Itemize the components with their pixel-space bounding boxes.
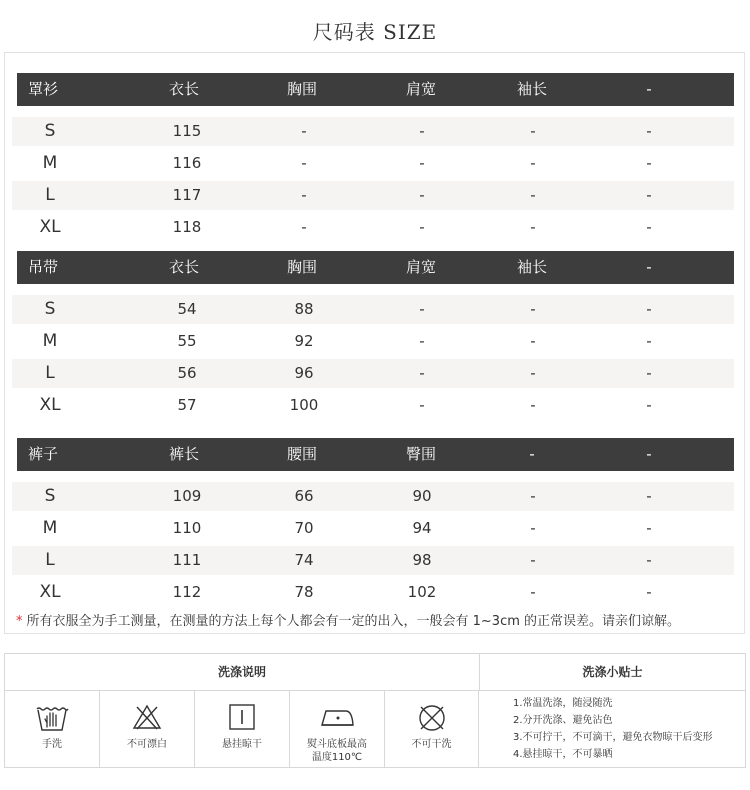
care-heading: 洗涤说明: [217, 665, 266, 679]
table-row: [12, 295, 734, 324]
data-cell: -: [530, 154, 536, 172]
size-cell: S: [44, 486, 56, 506]
care-item-no-bleach: [100, 691, 195, 767]
data-cell: -: [646, 154, 652, 172]
header-cell: 腰围: [286, 445, 317, 463]
data-cell: -: [646, 218, 652, 236]
table-row: [12, 359, 734, 388]
care-item-hand-wash: [5, 691, 100, 767]
header-cell: 罩衫: [28, 80, 59, 98]
data-cell: 74: [294, 551, 314, 569]
table-header: [17, 438, 734, 471]
table-header: [17, 251, 734, 284]
table-row: [12, 327, 734, 356]
care-label: [290, 738, 384, 764]
care-tip: 1.常温洗涤，随浸随洗: [513, 698, 613, 709]
hang-dry-icon: [227, 703, 257, 731]
data-cell: -: [646, 364, 652, 382]
size-cell: S: [44, 121, 56, 141]
care-label: 手洗: [42, 739, 62, 750]
data-cell: -: [646, 519, 652, 537]
data-cell: -: [646, 332, 652, 350]
hand-wash-icon: [35, 703, 69, 733]
data-cell: -: [301, 122, 307, 140]
table-row: [12, 149, 734, 178]
care-label-line: 温度110℃: [311, 752, 363, 763]
care-header: [5, 654, 745, 691]
data-cell: -: [530, 186, 536, 204]
size-cell: XL: [39, 582, 61, 602]
data-cell: 90: [412, 487, 432, 505]
header-cell: -: [646, 258, 652, 276]
care-tips-list: [479, 691, 745, 767]
header-cell: -: [529, 445, 535, 463]
table-row: [12, 213, 734, 242]
table-header: [17, 73, 734, 106]
data-cell: -: [301, 218, 307, 236]
data-cell: -: [646, 300, 652, 318]
data-cell: -: [419, 154, 425, 172]
table-row: [12, 578, 734, 607]
size-cell: M: [42, 153, 58, 173]
header-cell: 肩宽: [405, 258, 436, 276]
iron-110-icon: [318, 703, 356, 731]
data-cell: -: [646, 122, 652, 140]
data-cell: -: [419, 396, 425, 414]
note-star: *: [16, 614, 23, 629]
data-cell: 54: [177, 300, 197, 318]
header-cell: 裤长: [168, 445, 199, 463]
data-cell: 57: [177, 396, 197, 414]
header-cell: 衣长: [168, 80, 199, 98]
care-label: 不可干洗: [411, 739, 452, 750]
data-cell: -: [646, 396, 652, 414]
data-cell: 102: [407, 583, 437, 601]
header-cell: 吊带: [28, 258, 59, 276]
care-panel: [4, 653, 746, 768]
data-cell: -: [530, 396, 536, 414]
care-item-hang-dry: [195, 691, 290, 767]
table-row: [12, 546, 734, 575]
data-cell: 100: [289, 396, 319, 414]
header-cell: 袖长: [516, 258, 547, 276]
data-cell: 55: [177, 332, 197, 350]
size-cell: L: [45, 363, 55, 383]
care-label: 不可漂白: [127, 739, 167, 750]
data-cell: 96: [294, 364, 314, 382]
data-cell: -: [530, 487, 536, 505]
size-cell: S: [44, 299, 56, 319]
care-tips-heading: 洗涤小贴士: [479, 654, 745, 690]
data-cell: -: [419, 300, 425, 318]
no-bleach-icon: [132, 703, 162, 731]
data-cell: 94: [412, 519, 432, 537]
data-cell: -: [530, 300, 536, 318]
header-cell: -: [646, 80, 652, 98]
size-cell: L: [45, 185, 55, 205]
header-cell: 臀围: [405, 445, 436, 463]
size-cell: XL: [39, 395, 61, 415]
data-cell: 78: [294, 583, 314, 601]
data-cell: -: [530, 551, 536, 569]
data-cell: -: [530, 218, 536, 236]
care-label: 悬挂晾干: [222, 739, 262, 750]
data-cell: -: [419, 332, 425, 350]
data-cell: -: [419, 218, 425, 236]
table-row: [12, 514, 734, 543]
care-item-iron: [290, 691, 385, 767]
data-cell: 66: [294, 487, 314, 505]
data-cell: -: [530, 122, 536, 140]
data-cell: 116: [172, 154, 202, 172]
care-tip: 3.不可拧干，不可滴干，避免衣物晾干后变形: [513, 732, 713, 743]
data-cell: -: [301, 186, 307, 204]
data-cell: 118: [172, 218, 202, 236]
table-row: [12, 482, 734, 511]
no-dry-clean-icon: [416, 703, 448, 733]
care-tip: 2.分开洗涤、避免沾色: [513, 715, 613, 726]
size-cell: M: [42, 518, 58, 538]
size-cell: M: [42, 331, 58, 351]
header-cell: 衣长: [168, 258, 199, 276]
data-cell: 88: [294, 300, 314, 318]
data-cell: 109: [172, 487, 202, 505]
table-row: [12, 391, 734, 420]
size-cell: XL: [39, 217, 61, 237]
data-cell: -: [530, 364, 536, 382]
data-cell: -: [646, 186, 652, 204]
header-cell: 裤子: [28, 445, 59, 463]
header-cell: 胸围: [286, 258, 317, 276]
data-cell: -: [646, 583, 652, 601]
data-cell: -: [419, 186, 425, 204]
note-text: 所有衣服全为手工测量，在测量的方法上每个人都会有一定的出入，一般会有 1~3cm 的正常误差。请亲们谅解。: [26, 614, 681, 629]
data-cell: 117: [172, 186, 202, 204]
care-tip: 4.悬挂晾干，不可暴晒: [513, 749, 613, 760]
table-row: [12, 117, 734, 146]
data-cell: 70: [294, 519, 314, 537]
data-cell: -: [646, 551, 652, 569]
data-cell: -: [301, 154, 307, 172]
data-cell: -: [530, 519, 536, 537]
data-cell: 110: [172, 519, 202, 537]
page-title: 尺码表 SIZE: [312, 20, 438, 44]
table-row: [12, 181, 734, 210]
data-cell: 98: [412, 551, 432, 569]
data-cell: 56: [177, 364, 197, 382]
header-cell: 胸围: [286, 80, 317, 98]
data-cell: -: [646, 487, 652, 505]
header-cell: 袖长: [516, 80, 547, 98]
care-item-no-dry-clean: [385, 691, 479, 767]
header-cell: 肩宽: [405, 80, 436, 98]
measurement-note: [16, 610, 680, 629]
data-cell: 111: [172, 551, 202, 569]
care-label-line: 熨斗底板最高: [307, 739, 367, 750]
data-cell: 92: [294, 332, 314, 350]
data-cell: 112: [172, 583, 202, 601]
size-cell: L: [45, 550, 55, 570]
data-cell: -: [419, 364, 425, 382]
data-cell: -: [530, 332, 536, 350]
header-cell: -: [646, 445, 652, 463]
data-cell: 115: [172, 122, 202, 140]
data-cell: -: [530, 583, 536, 601]
data-cell: -: [419, 122, 425, 140]
